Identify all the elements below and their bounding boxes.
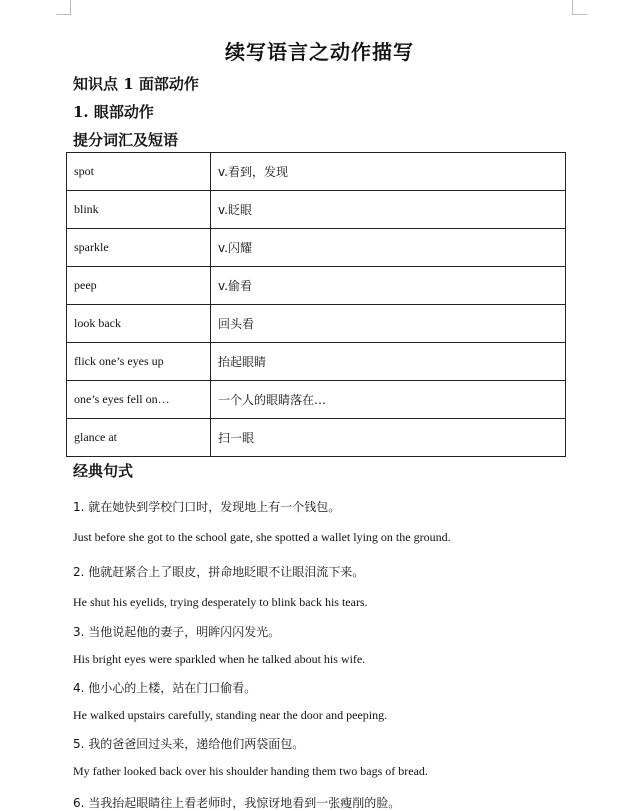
vocab-meaning: v.偷看	[211, 267, 566, 305]
vocab-term: flick one’s eyes up	[67, 343, 211, 381]
sentence-zh: 1. 就在她快到学校门口时，发现地上有一个钱包。	[73, 500, 341, 514]
vocab-meaning: 回头看	[211, 305, 566, 343]
page-corner-mark-left	[56, 0, 71, 15]
vocab-meaning: v.闪耀	[211, 229, 566, 267]
subsection-heading: 1. 眼部动作	[73, 103, 154, 121]
table-row	[67, 191, 566, 229]
vocab-table	[66, 152, 566, 457]
sentence-zh: 6. 当我抬起眼睛往上看老师时，我惊讶地看到一张瘦削的脸。	[73, 796, 401, 810]
sentence-en: He walked upstairs carefully, standing near the door and peeping.	[73, 708, 388, 722]
table-row	[67, 267, 566, 305]
vocab-meaning: v.看到，发现	[211, 153, 566, 191]
vocab-term: one’s eyes fell on…	[67, 381, 211, 419]
table-row	[67, 419, 566, 457]
sentence-en: He shut his eyelids, trying desperately to blink back his tears.	[73, 595, 368, 609]
vocab-meaning: 扫一眼	[211, 419, 566, 457]
vocab-meaning: 一个人的眼睛落在…	[211, 381, 566, 419]
vocab-term: look back	[67, 305, 211, 343]
page-title: 续写语言之动作描写	[225, 40, 414, 64]
sentence-zh: 4. 他小心的上楼，站在门口偷看。	[73, 681, 257, 695]
vocab-meaning: 抬起眼睛	[211, 343, 566, 381]
page-corner-mark-right	[572, 0, 587, 15]
vocab-term: glance at	[67, 419, 211, 457]
sentence-zh: 2. 他就赶紧合上了眼皮，拼命地眨眼不让眼泪流下来。	[73, 565, 365, 579]
vocab-term: peep	[67, 267, 211, 305]
sentence-en: Just before she got to the school gate, she spotted a wallet lying on the ground.	[73, 530, 451, 544]
sentence-en: His bright eyes were sparkled when he talked about his wife.	[73, 652, 366, 666]
vocab-term: blink	[67, 191, 211, 229]
sentences-heading: 经典句式	[73, 462, 134, 480]
vocab-term: sparkle	[67, 229, 211, 267]
vocab-term: spot	[67, 153, 211, 191]
table-row	[67, 343, 566, 381]
table-row	[67, 229, 566, 267]
vocab-heading: 提分词汇及短语	[73, 131, 179, 149]
vocab-meaning: v.眨眼	[211, 191, 566, 229]
table-row	[67, 153, 566, 191]
table-row	[67, 381, 566, 419]
section-heading: 知识点 1 面部动作	[73, 75, 199, 93]
table-row	[67, 305, 566, 343]
sentence-zh: 5. 我的爸爸回过头来，递给他们两袋面包。	[73, 737, 305, 751]
sentence-zh: 3. 当他说起他的妻子，明眸闪闪发光。	[73, 625, 281, 639]
sentence-en: My father looked back over his shoulder handing them two bags of bread.	[73, 764, 428, 778]
